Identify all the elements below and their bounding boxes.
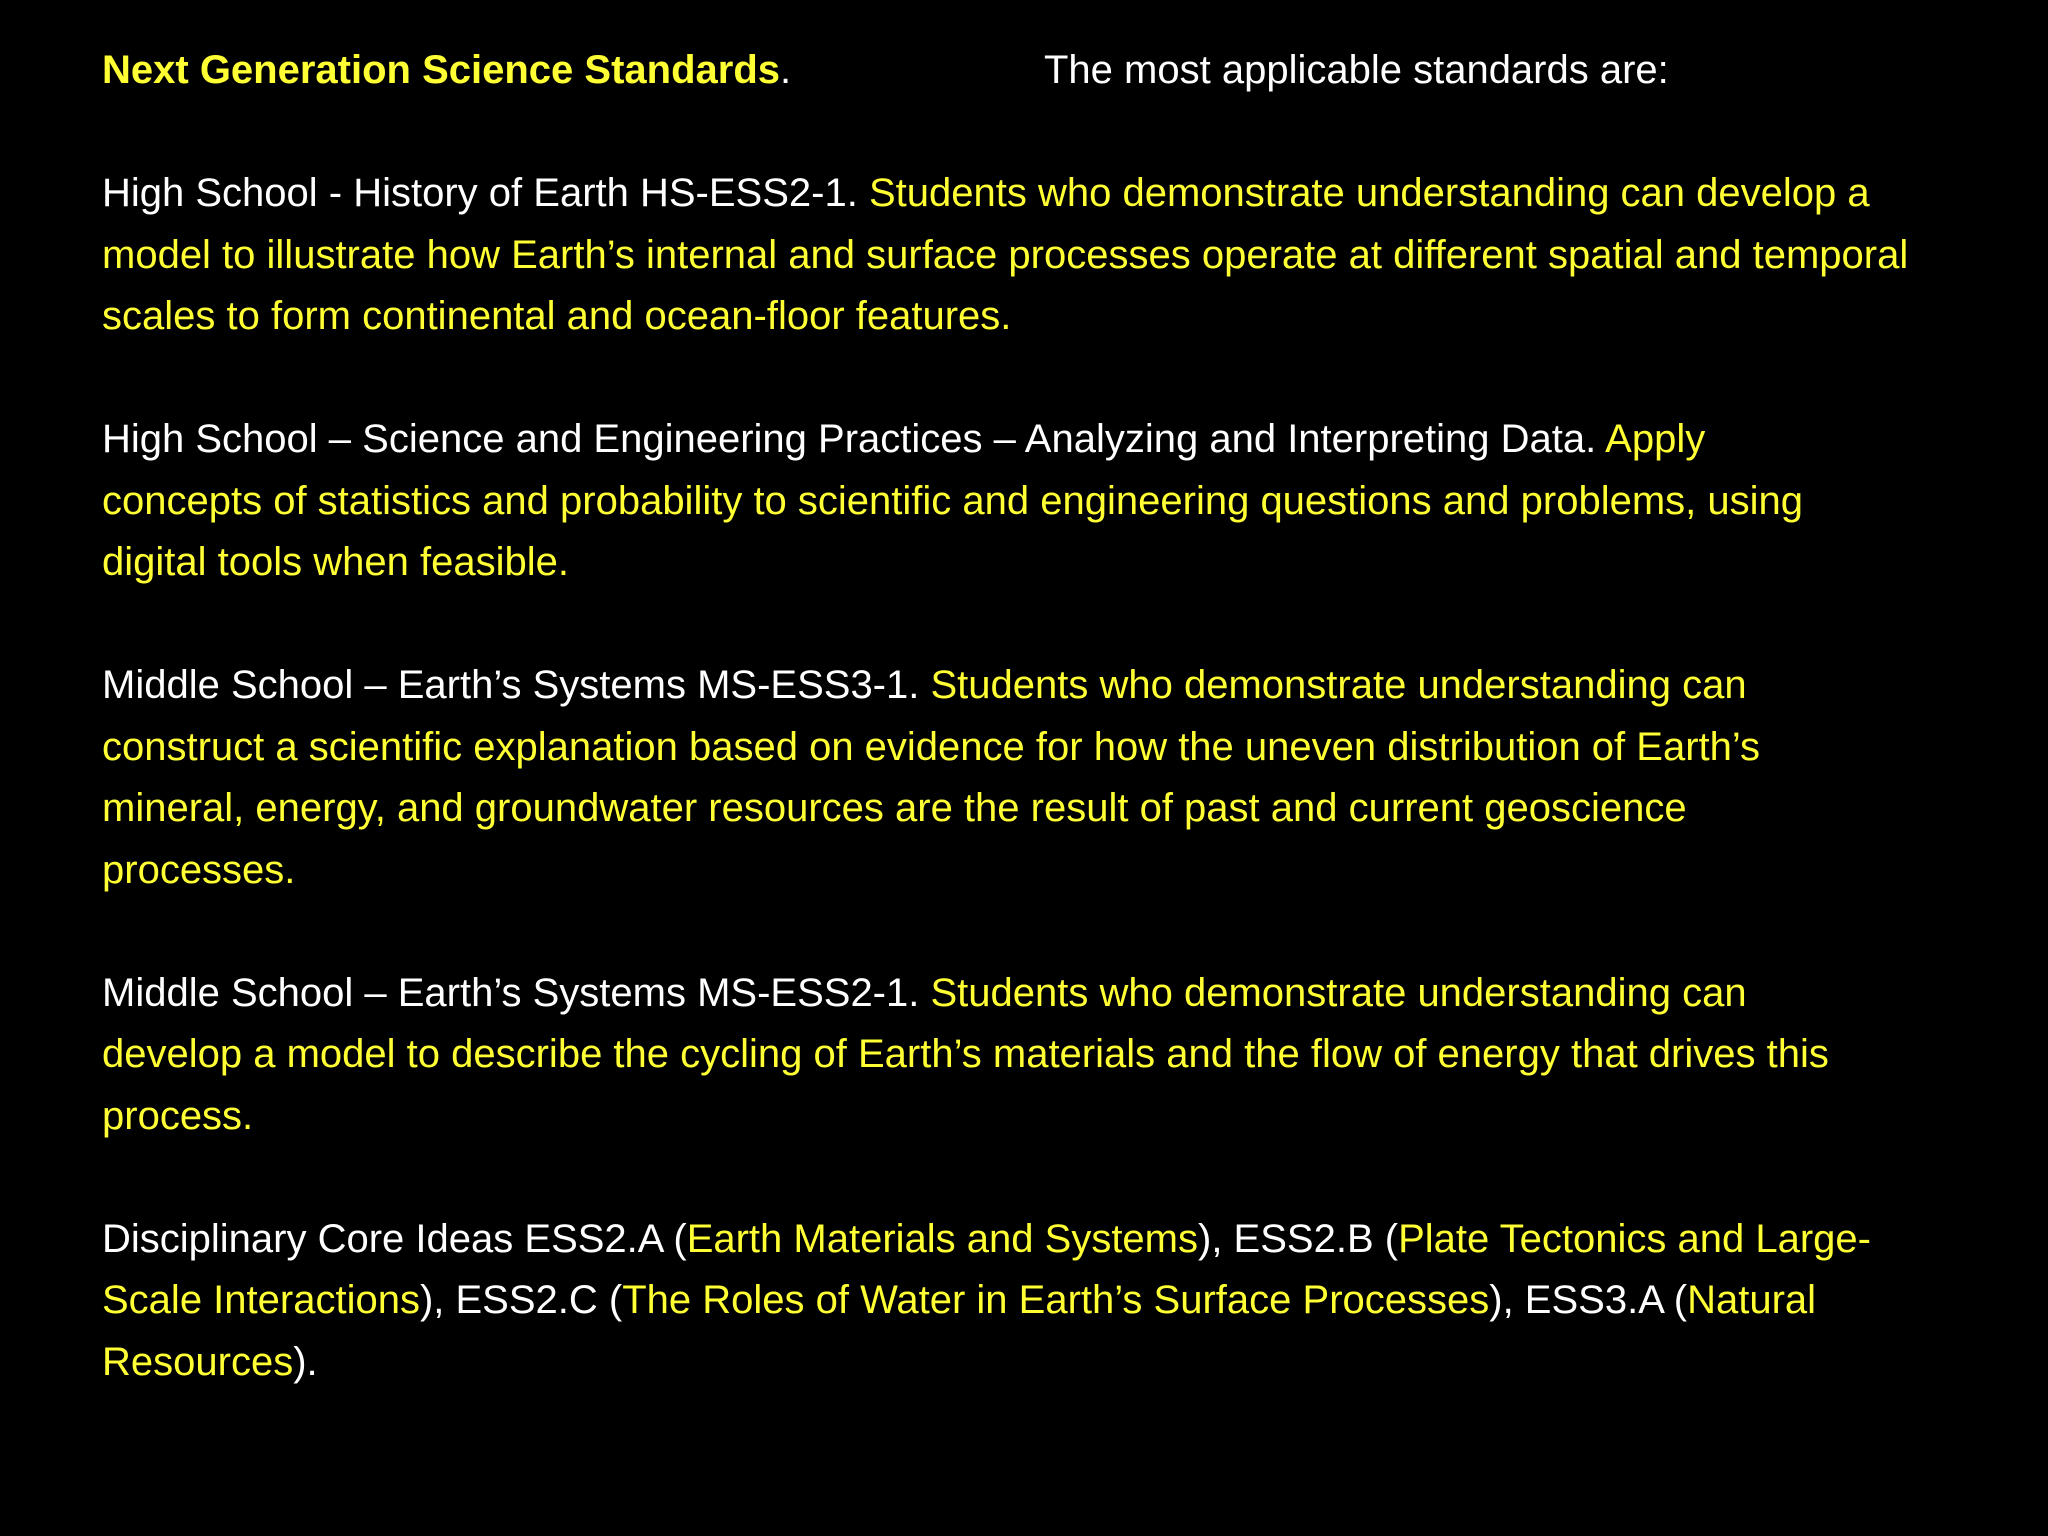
core-idea-ess2c: The Roles of Water in Earth’s Surface Processes — [622, 1278, 1490, 1322]
standard-ms-ess3-1 — [102, 655, 1862, 901]
core-ideas-separator: ), ESS3.A ( — [1489, 1278, 1688, 1322]
slide-intro: The most applicable standards are: — [1044, 48, 1669, 92]
standard-label: Middle School – Earth’s Systems MS-ESS2-1. — [102, 970, 931, 1015]
title-period: . — [780, 48, 792, 92]
disciplinary-core-ideas — [102, 1209, 1912, 1394]
standard-label: High School – Science and Engineering Practices – Analyzing and Interpreting Data. — [102, 417, 1606, 461]
standard-description: Students who demonstrate understanding can develop a model to illustrate how Earth’s internal and surface processes operate at different spatial and temporal scales to form continental and ocean-floor features. — [102, 171, 1909, 338]
standard-hs-data-practices — [102, 409, 1822, 594]
core-idea-ess3a: Natural Resources — [102, 1278, 1817, 1384]
standard-hs-ess2-1 — [102, 163, 1912, 348]
core-idea-ess2a: Earth Materials and Systems — [686, 1216, 1198, 1261]
slide-title: Next Generation Science Standards — [102, 48, 781, 92]
slide-header — [102, 40, 1962, 102]
core-ideas-suffix: ). — [293, 1339, 318, 1384]
standard-label: High School - History of Earth HS-ESS2-1. — [102, 171, 869, 215]
standard-description: Students who demonstrate understanding can develop a model to describe the cycling of Earth’s materials and the flow of energy that drives this process. — [102, 970, 1829, 1138]
core-ideas-separator: ), ESS2.B ( — [1198, 1216, 1399, 1261]
standard-description: Apply concepts of statistics and probability to scientific and engineering questions and problems, using digital tools when feasible. — [102, 417, 1803, 584]
core-ideas-separator: ), ESS2.C ( — [419, 1278, 623, 1322]
core-ideas-prefix: Disciplinary Core Ideas ESS2.A ( — [102, 1216, 687, 1261]
standard-ms-ess2-1 — [102, 963, 1862, 1148]
core-idea-ess2b: Plate Tectonics and Large-Scale Interactions — [102, 1216, 1871, 1322]
standard-description: Students who demonstrate understanding can construct a scientific explanation based on evidence for how the uneven distribution of Earth’s mineral, energy, and groundwater resources are the result of past and current geoscience processes. — [102, 663, 1761, 892]
standards-slide — [102, 40, 1962, 1393]
standard-label: Middle School – Earth’s Systems MS-ESS3-1. — [102, 663, 931, 707]
